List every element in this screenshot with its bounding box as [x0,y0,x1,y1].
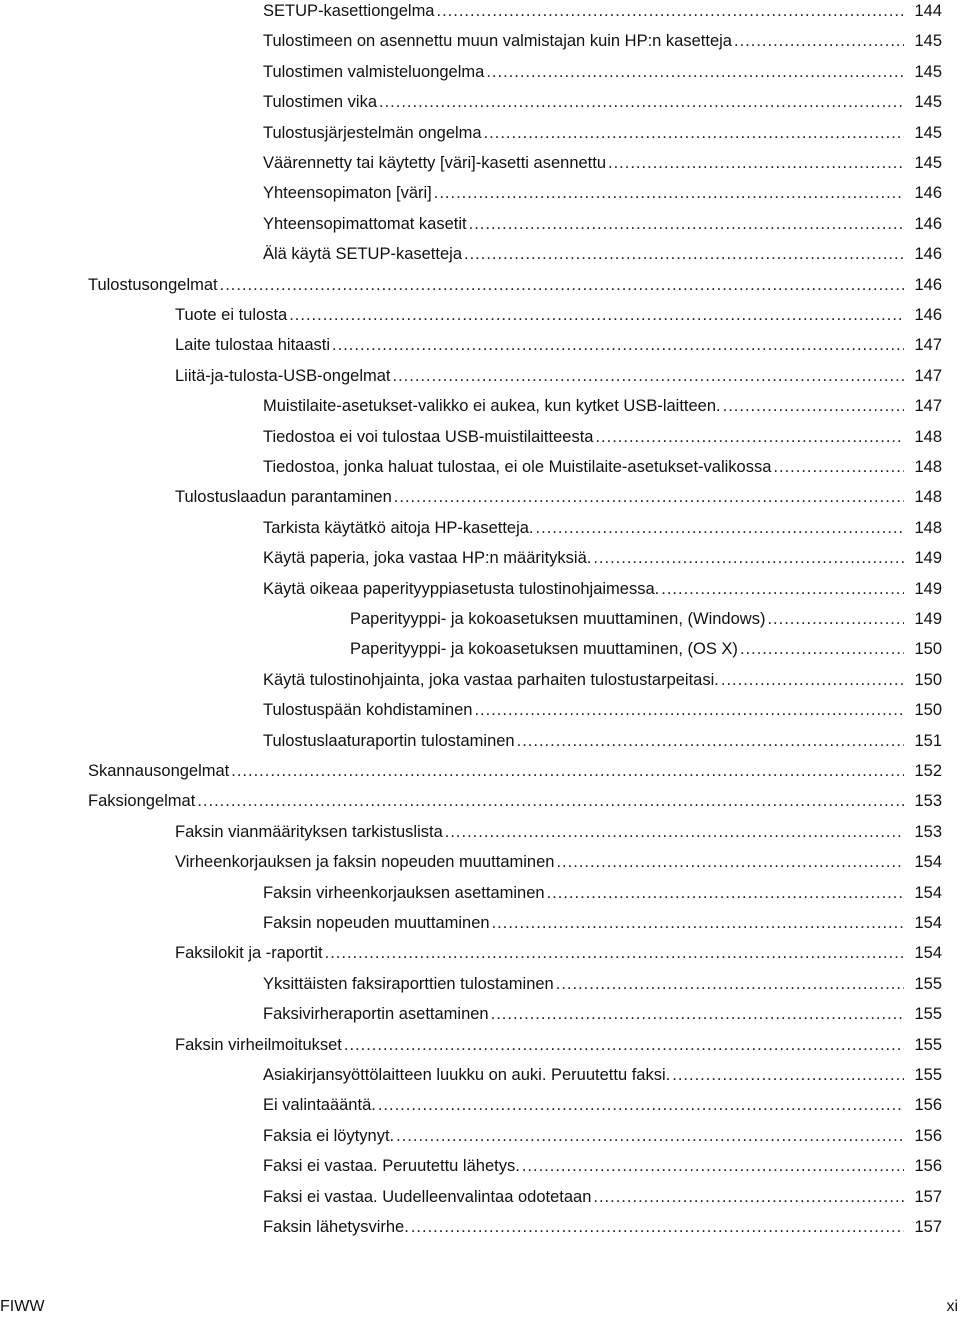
toc-entry-title: Tulostimen vika [263,93,378,112]
toc-entry-page: 146 [914,245,942,264]
toc-entry-title: Käytä oikeaa paperityyppiasetusta tulostinohjaimessa. [263,579,660,598]
toc-dot-leader [556,847,904,877]
toc-entry-page: 146 [914,184,942,203]
toc-entry-page: 154 [914,944,942,963]
toc-entry-title: Tiedostoa, jonka haluat tulostaa, ei ole Muistilaite-asetukset-valikossa [263,458,772,476]
toc-entry[interactable] [0,513,960,543]
toc-dot-leader [344,1030,904,1060]
toc-dot-leader [734,26,904,56]
toc-dot-leader [593,543,904,573]
toc-entry-title: Tulostimen valmisteluongelma [263,62,485,81]
toc-entry[interactable] [0,1060,960,1090]
toc-entry[interactable] [0,482,960,512]
toc-dot-leader [556,969,904,999]
toc-entry-title: Käytä tulostinohjainta, joka vastaa parhaiten tulostustarpeitasi. [263,670,719,689]
toc-entry-title: Faksi ei vastaa. Peruutettu lähetys. [263,1157,520,1176]
toc-entry-title: Tulostuslaadun parantaminen [175,488,392,507]
toc-entry-page: 148 [914,458,942,476]
toc-dot-leader [393,361,904,391]
toc-entry-title: Tulostuspään kohdistaminen [263,701,473,720]
toc-dot-leader [379,87,904,117]
toc-entry[interactable] [0,178,960,208]
toc-entry-title: Faksin virheilmoitukset [175,1035,342,1054]
toc-dot-leader [469,209,904,239]
toc-entry-page: 157 [914,1187,942,1206]
toc-dot-leader [332,330,904,360]
toc-entry-page: 145 [914,123,942,142]
toc-entry-page: 150 [914,670,942,689]
toc-entry-page: 155 [914,1066,942,1084]
toc-entry[interactable] [0,756,960,786]
toc-entry-title: Ei valintaääntä. [263,1096,376,1115]
toc-dot-leader [445,817,904,847]
toc-entry-title: Muistilaite-asetukset-valikko ei aukea, kun kytket USB-laitteen. [263,397,721,416]
toc-entry[interactable] [0,999,960,1029]
toc-entry-page: 156 [914,1126,942,1145]
toc-dot-leader [396,1121,904,1151]
toc-entry[interactable] [0,209,960,239]
toc-entry-title: Paperityyppi- ja kokoasetuksen muuttaminen, (OS X) [350,640,738,659]
toc-entry-page: 155 [914,1005,942,1024]
toc-dot-leader [411,1212,904,1242]
toc-entry-title: Yhteensopimattomat kasetit [263,214,467,233]
toc-entry[interactable] [0,1090,960,1120]
toc-dot-leader [767,604,904,634]
toc-entry[interactable] [0,1151,960,1181]
toc-dot-leader [289,300,904,330]
toc-entry-title: Virheenkorjauksen ja faksin nopeuden muuttaminen [175,853,555,872]
toc-entry-page: 149 [914,579,942,598]
toc-entry-page: 149 [914,549,942,568]
toc-entry-title: Paperityyppi- ja kokoasetuksen muuttaminen, (Windows) [350,610,766,628]
toc-dot-leader [740,634,904,664]
toc-entry-page: 150 [914,640,942,659]
toc-entry[interactable] [0,1121,960,1151]
toc-dot-leader [492,908,904,938]
toc-entry-page: 156 [914,1096,942,1115]
toc-entry-page: 151 [914,731,942,750]
toc-entry-title: Tuote ei tulosta [175,306,288,324]
toc-entry-page: 153 [914,822,942,841]
toc-entry-page: 149 [914,610,942,628]
toc-dot-leader [486,57,904,87]
toc-entry-page: 145 [914,154,942,172]
toc-entry-title: Faksilokit ja -raportit [175,944,323,963]
toc-entry[interactable] [0,148,960,178]
toc-entry[interactable] [0,726,960,756]
toc-entry-title: Tarkista käytätkö aitoja HP-kasetteja. [263,518,534,537]
toc-entry[interactable] [0,1182,960,1212]
toc-entry-title: Faksivirheraportin asettaminen [263,1005,489,1024]
toc-entry-page: 146 [914,214,942,233]
toc-entry-page: 148 [914,518,942,537]
toc-entry-title: Faksi ei vastaa. Uudelleenvalintaa odotetaan [263,1187,592,1206]
toc-entry-title: Yhteensopimaton [väri] [263,184,432,203]
toc-entry-title: Faksia ei löytynyt. [263,1126,395,1145]
toc-dot-leader [536,513,904,543]
toc-dot-leader [474,695,904,725]
toc-entry-title: Tulostusjärjestelmän ongelma [263,123,482,142]
toc-entry-title: Älä käytä SETUP-kasetteja [263,245,462,264]
toc-entry[interactable] [0,0,960,26]
toc-entry-page: 148 [914,488,942,507]
toc-entry-title: Faksiongelmat [88,792,196,811]
toc-entry-page: 145 [914,32,942,51]
toc-entry-page: 147 [914,397,942,416]
toc-entry-title: Skannausongelmat [88,762,230,780]
toc-entry[interactable] [0,391,960,421]
toc-entry[interactable] [0,330,960,360]
toc-entry-page: 145 [914,93,942,112]
toc-entry-page: 154 [914,914,942,932]
toc-dot-leader [325,938,904,968]
toc-dot-leader [721,665,904,695]
toc-entry-title: Liitä-ja-tulosta-USB-ongelmat [175,366,391,385]
toc-dot-leader [434,178,904,208]
footer-page-number: xi [946,1298,958,1315]
toc-entry-page: 150 [914,701,942,720]
toc-entry-page: 146 [914,275,942,294]
toc-entry-title: Käytä paperia, joka vastaa HP:n määrityksiä. [263,549,592,568]
toc-dot-leader [661,574,904,604]
toc-entry-title: Väärennetty tai käytetty [väri]-kasetti asennettu [263,154,607,172]
toc-entry[interactable] [0,634,960,664]
toc-entry-title: Faksin lähetysvirhe. [263,1218,409,1236]
toc-entry-title: Yksittäisten faksiraporttien tulostaminen [263,974,554,993]
toc-entry-page: 155 [914,1035,942,1054]
toc-dot-leader [773,452,904,482]
toc-entry[interactable] [0,361,960,391]
toc-entry[interactable] [0,422,960,452]
toc-entry-page: 153 [914,792,942,811]
toc-dot-leader [484,118,904,148]
toc-dot-leader [547,878,904,908]
toc-entry[interactable] [0,57,960,87]
toc-entry[interactable] [0,574,960,604]
toc-entry[interactable] [0,695,960,725]
toc-entry[interactable] [0,1030,960,1060]
toc-entry-page: 154 [914,853,942,872]
toc-entry-page: 155 [914,974,942,993]
toc-entry-title: Tulostimeen on asennettu muun valmistajan kuin HP:n kasetteja [263,32,732,51]
toc-entry-page: 144 [914,2,942,20]
toc-entry-title: Tulostuslaaturaportin tulostaminen [263,731,515,750]
toc-dot-leader [197,786,904,816]
toc-entry[interactable] [0,452,960,482]
toc-entry[interactable] [0,847,960,877]
toc-entry-title: SETUP-kasettiongelma [263,2,435,20]
toc-entry-page: 145 [914,62,942,81]
toc-entry-title: Tiedostoa ei voi tulostaa USB-muistilaitteesta [263,427,594,446]
toc-dot-leader [220,270,904,300]
toc-dot-leader [491,999,904,1029]
toc-entry-page: 148 [914,427,942,446]
toc-entry-page: 154 [914,883,942,902]
toc-entry-page: 157 [914,1218,942,1236]
toc-entry[interactable] [0,87,960,117]
toc-entry[interactable] [0,938,960,968]
toc-dot-leader [672,1060,904,1090]
toc-dot-leader [464,239,904,269]
toc-entry[interactable] [0,786,960,816]
toc-dot-leader [595,422,904,452]
toc-entry-page: 147 [914,336,942,355]
toc-dot-leader [231,756,904,786]
toc-entry-title: Tulostusongelmat [88,275,218,294]
toc-entry-title: Laite tulostaa hitaasti [175,336,331,355]
toc-entry[interactable] [0,969,960,999]
toc-entry[interactable] [0,817,960,847]
toc-entry-title: Faksin vianmäärityksen tarkistuslista [175,822,443,841]
toc-entry[interactable] [0,26,960,56]
toc-entry-page: 156 [914,1157,942,1176]
toc-entry[interactable] [0,665,960,695]
toc-entry[interactable] [0,300,960,330]
toc-entry-title: Faksin nopeuden muuttaminen [263,914,490,932]
toc-entry-page: 152 [914,762,942,780]
toc-dot-leader [517,726,904,756]
toc-dot-leader [593,1182,904,1212]
footer-left-label: FIWW [0,1298,45,1315]
toc-dot-leader [608,148,904,178]
toc-entry[interactable] [0,1212,960,1242]
toc-entry-page: 146 [914,306,942,324]
toc-entry[interactable] [0,270,960,300]
toc-dot-leader [723,391,904,421]
toc-entry[interactable] [0,604,960,634]
toc-entry[interactable] [0,118,960,148]
toc-entry-title: Faksin virheenkorjauksen asettaminen [263,883,545,902]
toc-entry-title: Asiakirjansyöttölaitteen luukku on auki. Peruutettu faksi. [263,1066,671,1084]
toc-entry[interactable] [0,908,960,938]
toc-entry[interactable] [0,543,960,573]
toc-dot-leader [394,482,904,512]
toc-entry[interactable] [0,239,960,269]
toc-dot-leader [378,1090,904,1120]
toc-dot-leader [437,0,905,26]
toc-entry-page: 147 [914,366,942,385]
toc-dot-leader [522,1151,904,1181]
toc-entry[interactable] [0,878,960,908]
